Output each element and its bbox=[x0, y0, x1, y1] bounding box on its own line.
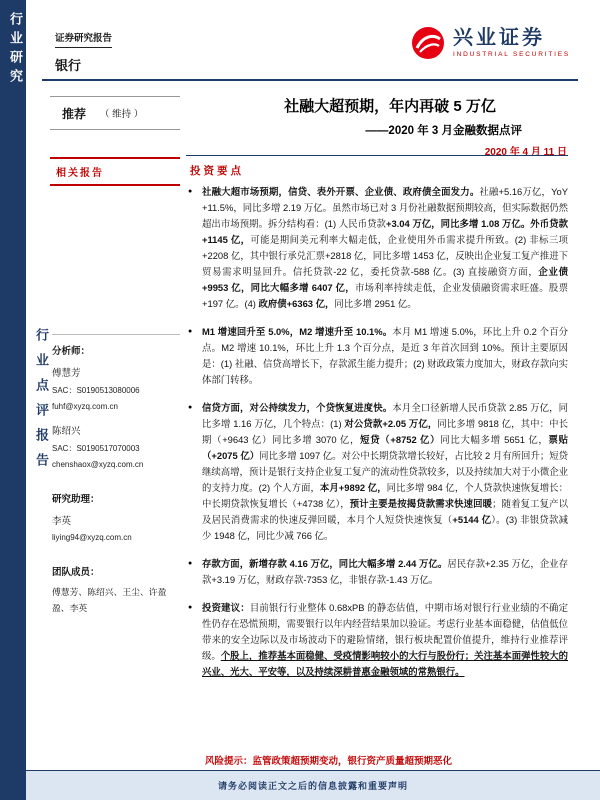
team-label: 团队成员： bbox=[52, 567, 100, 578]
team-members: 傅慧芳、陈绍兴、王尘、许盈盈、李英 bbox=[52, 587, 167, 613]
footer-band bbox=[26, 771, 600, 800]
report-subtitle: ——2020 年 3 月金融数据点评 bbox=[365, 125, 522, 137]
section-title: 投资要点 bbox=[190, 165, 244, 177]
bullet-item bbox=[188, 184, 568, 312]
side-strip bbox=[0, 0, 26, 800]
rating-box bbox=[50, 96, 180, 130]
brand-name: 兴业证券 bbox=[452, 27, 545, 49]
brand-logo-icon bbox=[411, 26, 445, 60]
analyst-email: fuhf@xyzq.com.cn bbox=[52, 402, 118, 411]
analyst-panel bbox=[52, 334, 180, 616]
bullet-text: 信贷方面，对公持续发力，个贷恢复进度快。本月全口径新增人民币贷款 2.85 万亿，同比多增 1.16 万亿，几个特点：(1) 对公贷款+2.05 万亿，同比多增 9818 亿，其中：中长期（+9643 亿）同比多增 3070 亿，短贷（+8752 亿）同比大幅多增 5651 亿，票贴（+2075 亿）同比多增 1097 亿。对公中长期贷款增长较好，占比较 2 月有所回升；短贷继续高增，预计是银行支持企业复工复产的流动性贷款较多，以及持续加大对于小微企业的支持力度。(2) 个人方面，本月+9892 亿，同比多增 984 亿，个人贷款快速恢复增长：中长期贷款恢复增长（+4738 亿），预计主要是按揭贷款需求快速回暖；随着复工复产以及居民消费需求的快速反弹回暖，本月个人短贷快速恢复（+5144 亿）。(3) 非银贷款减少 1948 亿，同比少减 766 亿。 bbox=[202, 402, 568, 541]
side-report-kind-label: 行业点评报告 bbox=[34, 328, 49, 478]
analyst-email: chenshaox@xyzq.com.cn bbox=[52, 460, 144, 469]
rating-status: （ 维持 ） bbox=[100, 109, 144, 120]
assistant-email: liying94@xyzq.com.cn bbox=[52, 533, 132, 542]
brand-name-en: INDUSTRIAL SECURITIES bbox=[452, 51, 570, 58]
risk-note: 风险提示：监管政策超预期变动，银行资产质量超预期恶化 bbox=[205, 756, 453, 767]
industry-label: 银行 bbox=[55, 58, 82, 73]
analyst-sac: SAC：S0190517070003 bbox=[52, 444, 140, 453]
bullet-marker-icon: ● bbox=[188, 604, 193, 611]
assistant-name: 李英 bbox=[52, 516, 72, 527]
footer-disclaimer: 请务必阅读正文之后的信息披露和重要声明 bbox=[217, 781, 408, 791]
rating-value: 推荐 bbox=[62, 106, 87, 121]
analyst-name: 傅慧芳 bbox=[52, 368, 81, 379]
analyst-name: 陈绍兴 bbox=[52, 426, 81, 437]
bullet-item bbox=[188, 600, 568, 680]
bullet-item bbox=[188, 556, 568, 588]
analyst-label: 分析师： bbox=[52, 346, 91, 357]
bullet-text: M1 增速回升至 5.0%，M2 增速升至 10.1%。本月 M1 增速 5.0%，环比上升 0.2 个百分点。M2 增速 10.1%，环比上升 1.3 个百分点，是近 3 年首次回到 10%。预计主要原因是：(1) 社融、信贷高增长下，存款派生能力提升；(2) 财政政策力度加大，财政存款向实体部门转移。 bbox=[202, 326, 568, 385]
brand-text bbox=[453, 28, 570, 58]
related-reports-header: 相关报告 bbox=[50, 157, 180, 186]
report-title: 社融大超预期，年内再破 5 万亿 bbox=[284, 98, 496, 115]
header-divider bbox=[42, 79, 578, 81]
bullet-text: 投资建议：目前银行行业整体 0.68xPB 的静态估值，中期市场对银行行业业绩的不确定性仍存在恐慌预期，需要银行以年内经营结果加以验证。考虑行业基本面稳健，估值低位带来的安全边际以及市场波动下的避险情绪，银行板块配置价值提升，维持行业推荐评级。个股上，推荐基本面稳健、受疫情影响较小的大行与股份行；关注基本面弹性较大的兴业、光大、平安等，以及持续深耕普惠金融领域的常熟银行。 bbox=[202, 602, 568, 677]
report-type-label: 证券研究报告 bbox=[55, 30, 112, 48]
bullet-text: 社融大超市场预期，信贷、表外开票、企业债、政府债全面发力。社融+5.16万亿，YoY +11.5%，同比多增 2.19 万亿。虽然市场已对 3 月份社融数据预期较高，但实际数据仍然超出市场预期。拆分结构看：(1) 人民币贷款+3.04 万亿，同比多增 1.08 万亿。外币贷款+1145 亿，可能是期间美元利率大幅走低，企业使用外币需求提升所致。(2) 非标三项+2208 亿，其中银行承兑汇票+2818 亿，同比多增 1453 亿，反映出企业复工复产推进下贸易需求明显回升。信托贷款-22 亿，委托贷款-588 亿。(3) 直接融资方面，企业债+9953 亿，同比大幅多增 6407 亿，市场利率持续走低，企业发债融资需求旺盛。股票+197 亿。(4) 政府债+6363 亿，同比多增 2951 亿。 bbox=[202, 186, 568, 309]
bullet-marker-icon: ● bbox=[188, 188, 193, 195]
bullet-item bbox=[188, 324, 568, 388]
brand-block bbox=[411, 26, 570, 60]
bullet-list bbox=[188, 184, 568, 692]
analyst-sac: SAC：S0190513080006 bbox=[52, 386, 140, 395]
bullet-text: 存款方面，新增存款 4.16 万亿，同比大幅多增 2.44 万亿。居民存款+2.35 万亿，企业存款+3.19 万亿，财政存款-7353 亿，非银存款-1.43 万亿。 bbox=[202, 558, 568, 585]
bullet-marker-icon: ● bbox=[188, 560, 193, 567]
main-column-divider bbox=[186, 155, 568, 156]
assistant-label: 研究助理： bbox=[52, 494, 100, 505]
bullet-item bbox=[188, 400, 568, 544]
bullet-marker-icon: ● bbox=[188, 404, 193, 411]
bullet-marker-icon: ● bbox=[188, 328, 193, 335]
side-category-label: 行业研究 bbox=[8, 12, 23, 88]
report-date: 2020 年 4 月 11 日 bbox=[484, 147, 567, 158]
